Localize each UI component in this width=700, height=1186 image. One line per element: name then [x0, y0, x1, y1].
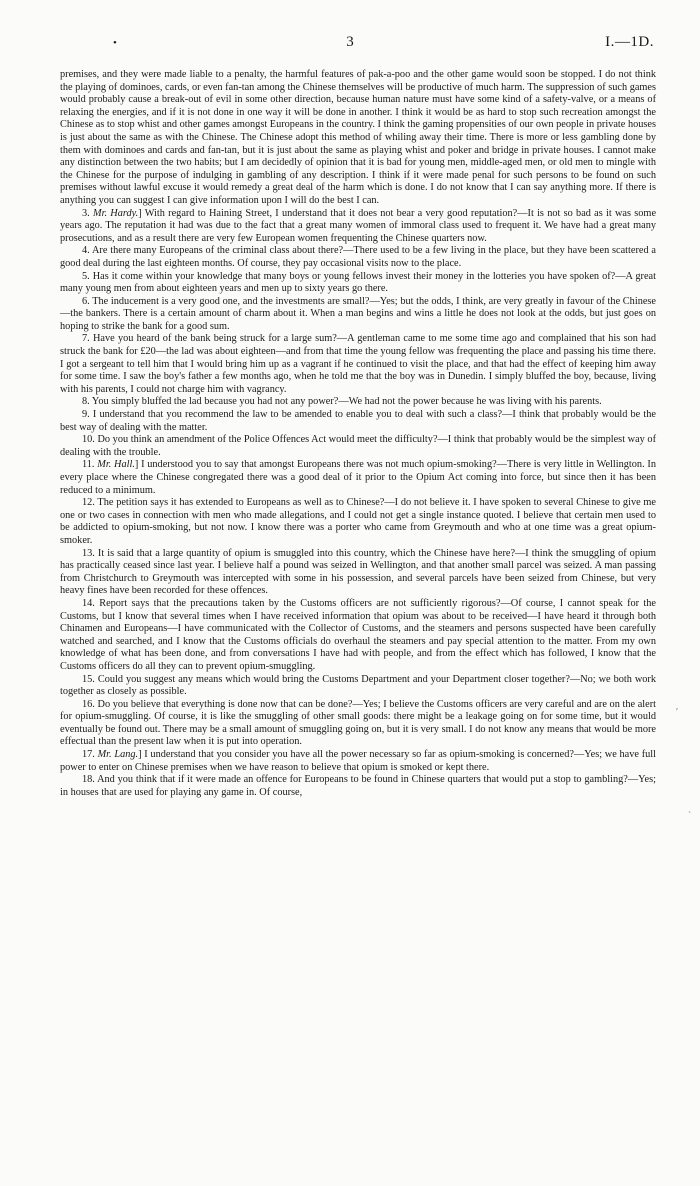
speaker-name: Mr. Hall. — [97, 459, 135, 471]
page-number: 3 — [346, 34, 354, 50]
paragraph: premises, and they were made liable to a penalty, the harmful features of pak-a-poo and the other game would soon be stopped. I do not think the playing of dominoes, cards, or even fan-tan among the Chinese themselves will be productive of much harm. The suppression of such games would probably cause a break-out of evil in some other direction, because human nature must have some kind of a safety-valve, or a means of relaxing the energies, and if it is not done in one way it will be done in another. I think it would be as hard to stop such recreation amongst the Chinese as to stop whist and other games amongst Europeans in the country. I think the gaming propensities of our own people in private houses is just about the same as with the Chinese. The Chinese adopt this method of whiling away their time. There is more or less gambling done by them with dominoes and cards and fan-tan, but it is just about the same as playing whist and poker and bridge in private houses. I cannot make any distinction between the two habits; but I am decidedly of opinion that it is bad for young men, middle-aged men, or old men to mingle with the Chinese for the purpose of indulging in gambling of any description. I think if it were made penal for such persons to be found on such premises without lawful excuse it would remedy a great deal of the harm which is done. I do not know that I can say anything more. If there is anything you can suggest I can give information upon I will do the best I can. — [60, 69, 656, 206]
paragraph: 18. And you think that if it were made an offence for Europeans to be found in Chinese quarters that would put a stop to gambling?—Yes; in houses that are used for playing any game in. Of course, — [60, 774, 656, 798]
paragraph: 7. Have you heard of the bank being struck for a large sum?—A gentleman came to me some time ago and complained that his son had struck the bank for £20—the lad was about eighteen—and from that time the young fellow was frequenting the place and passing his time there. I got a sergeant to tell him that I would bring him up as a vagrant if he continued to visit the place, and that had the effect of keeping him away for some time. I saw the boy's father a few months ago, when he told me that the boy was in Dunedin. I simply bluffed the boy, because, living with his parents, I could not charge him with vagrancy. — [60, 333, 656, 395]
paragraph: 10. Do you think an amendment of the Police Offences Act would meet the difficulty?—I think that probably would be the simplest way of dealing with the trouble. — [60, 434, 656, 458]
paragraph: 8. You simply bluffed the lad because you had not any power?—We had not the power because he was living with his parents. — [82, 396, 602, 408]
paragraph: 16. Do you believe that everything is done now that can be done?—Yes; I believe the Customs officers are very careful and are on the alert for opium-smuggling. Of course, it is like the smuggling of other small goods: there might be a leakage going on for some time, but it would eventually be found out. There may be a small amount of smuggling going on, but it is very small. I do not know any means that would be more effectual than the present law when it is put into operation. — [60, 698, 656, 748]
paragraph: 17. Mr. Lang.] I understand that you consider you have all the power necessary so far as opium-smoking is concerned?—Yes; we have full power to enter on Chinese premises when we have reason to believe that opium is smoked or kept there. — [60, 749, 656, 773]
paragraph: 5. Has it come within your knowledge that many boys or young fellows invest their money in the lotteries you have spoken of?—A great many young men from about eighteen years and men up to sixty years go there. — [60, 270, 656, 295]
paragraph: 15. Could you suggest any means which would bring the Customs Department and your Department closer together?—No; we both work together as closely as possible. — [60, 673, 656, 698]
paragraph: 3. Mr. Hardy.] With regard to Haining Street, I understand that it does not bear a very good reputation?—It is not so bad as it was some years ago. The reputation it had was due to the fact that a great many women of immoral class used to frequent it. We have had a great many prosecutions, and as a result there are very few European women frequenting the Chinese quarters now. — [60, 207, 657, 244]
margin-tick: ʹ — [676, 707, 679, 718]
paragraph: 12. The petition says it has extended to Europeans as well as to Chinese?—I do not believe it. I have spoken to several Chinese to give me one or two cases in connection with men who made allegations, and I could not get a single instance quoted. I believe that certain men used to be addicted to opium-smoking, but not now. I know there was a porter who came from Greymouth and who at one time was a great opium-smoker. — [60, 497, 656, 546]
margin-tick: ˋ — [688, 811, 692, 822]
paragraph: 6. The inducement is a very good one, and the investments are small?—Yes; but the odds, I think, are very greatly in favour of the Chinese—the bankers. There is a certain amount of charm about it. When a man begins and wins a little he does not look at the odds, but just goes on hoping to strike the bank for a good sum. — [60, 295, 656, 332]
paragraph: 13. It is said that a large quantity of opium is smuggled into this country, which the Chinese have here?—I think the smuggling of opium has practically ceased since last year. I believe half a pound was seized in Wellington, and that another small parcel was seized. A man passing from Christchurch to Greymouth was intercepted with some in his possession, and several parcels have been seized from Chinese, but very heavy fines have been recorded for these offences. — [60, 547, 656, 597]
speaker-name: Mr. Hardy. — [93, 207, 139, 219]
paragraph: 4. Are there many Europeans of the criminal class about there?—There used to be a few living in the place, but they have been scattered a good deal during the last eighteen months. Of course, they pay occasional visits now to the place. — [60, 245, 656, 269]
paragraph: 11. Mr. Hall.] I understood you to say that amongst Europeans there was not much opium-smoking?—There is very little in Wellington. In every place where the Chinese congregated there was a good deal of it prior to the Opium Act coming into force, but since then it has been reduced to a minimum. — [60, 459, 656, 496]
body-text — [60, 69, 656, 799]
margin-mark: • — [113, 37, 117, 49]
paragraph: 9. I understand that you recommend the law to be amended to enable you to deal with such a class?—I think that probably would be the best way of dealing with the matter. — [60, 409, 656, 433]
paper-reference: I.—1D. — [605, 34, 654, 50]
paragraph: 14. Report says that the precautions taken by the Customs officers are not sufficiently rigorous?—Of course, I cannot speak for the Customs, but I know that several times when I have received information that opium was about to be received—I have heard it through both Chinamen and Europeans—I have communicated with the Collector of Customs, and the steamers and persons suspected have been carefully watched and searched, and I know that the Customs officials do overhaul the steamers and pay special attention to the matter. From my own knowledge of what has been done, and from conversations I have had with people, and from the effect which has followed, I know that the Customs officers do all they can to prevent opium-smuggling. — [60, 597, 656, 672]
speaker-name: Mr. Lang. — [97, 749, 139, 761]
